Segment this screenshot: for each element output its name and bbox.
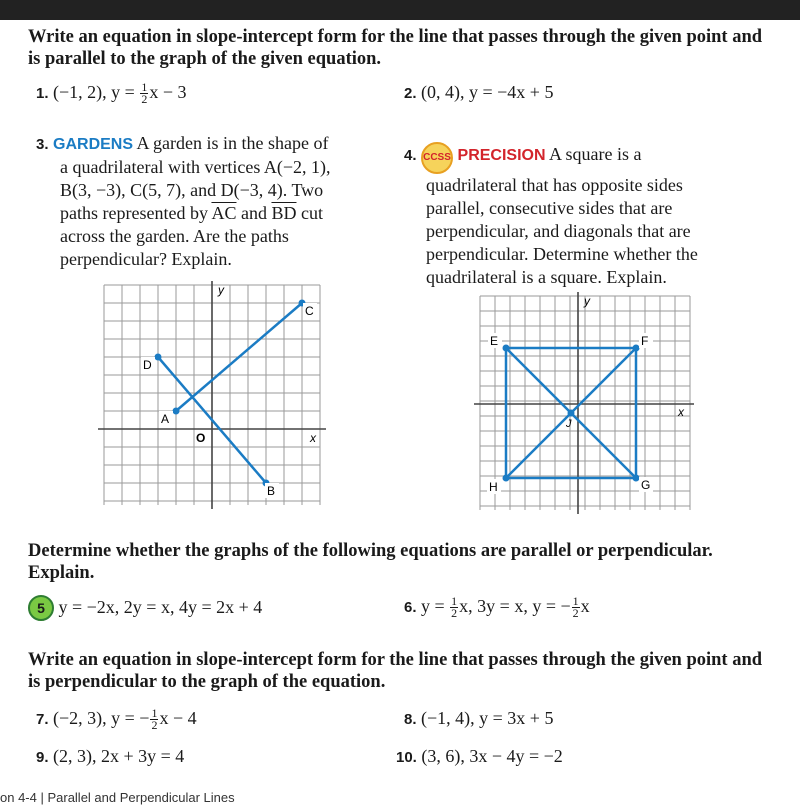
problem-text: perpendicular, and diagonals that are <box>426 221 691 241</box>
problem-text: x − 3 <box>149 82 187 102</box>
problem-number: 10. <box>396 749 417 766</box>
label-h: H <box>489 480 498 494</box>
point-j <box>568 410 575 417</box>
problem-number: 1. <box>36 85 49 102</box>
point-e <box>503 345 510 352</box>
label-d: D <box>143 358 152 372</box>
problem-tag: PRECISION <box>457 147 546 164</box>
problem-text: x − 4 <box>159 708 197 728</box>
label-j: J <box>566 418 572 430</box>
label-e: E <box>490 334 499 348</box>
problem-text: (2, 3), 2x + 3y = 4 <box>53 746 185 766</box>
top-bar <box>0 0 800 20</box>
problem-text: parallel, consecutive sides that are <box>426 198 673 218</box>
origin-label: O <box>196 431 206 445</box>
graph-square <box>474 292 694 514</box>
label-a: A <box>161 412 170 426</box>
problem-number: 8. <box>404 711 417 728</box>
problem-text: (0, 4), y = −4x + 5 <box>421 82 554 102</box>
segment-bd: $\overline{BD}$ <box>271 203 297 223</box>
y-axis-label: y <box>584 294 590 308</box>
problem-text: (−2, 3), y = − <box>53 708 150 728</box>
problem-number-highlight: 5 <box>28 595 54 621</box>
instruction-determine: Determine whether the graphs of the following equations are parallel or perpendicular. Explain. <box>28 541 713 583</box>
problem-text: a quadrilateral with vertices A(−2, 1), <box>60 157 331 177</box>
fraction: $\frac{1}{2}$ <box>141 80 148 107</box>
problem-text: (−1, 2), y = <box>53 82 140 102</box>
problem-2 <box>404 82 553 103</box>
graph-garden <box>96 281 328 509</box>
y-axis-label: y <box>218 283 224 297</box>
instruction-perpendicular: Write an equation in slope-intercept form for the line that passes through the given point and is perpendicular to the graph of the equation. <box>28 650 763 692</box>
problem-number: 3. <box>36 136 49 153</box>
problem-text: y = −2x, 2y = x, 4y = 2x + 4 <box>58 597 263 617</box>
problem-text: A square is a <box>549 144 642 164</box>
problem-number: 4. <box>404 147 417 164</box>
problem-number: 6. <box>404 599 417 616</box>
x-axis-label: x <box>678 405 684 419</box>
problem-6 <box>404 596 590 619</box>
instruction-parallel: Write an equation in slope-intercept form for the line that passes through the given point and is parallel to the graph of the given equation. <box>28 27 763 69</box>
problem-7 <box>36 708 197 731</box>
problem-text: across the garden. Are the paths <box>60 226 289 246</box>
axes <box>98 281 326 509</box>
point-g <box>633 475 640 482</box>
problem-number: 2. <box>404 85 417 102</box>
point-d <box>155 354 162 361</box>
problem-3 <box>36 132 386 271</box>
problem-5 <box>28 595 262 621</box>
problem-text: quadrilateral that has opposite sides <box>426 175 683 195</box>
point-a <box>173 408 180 415</box>
fraction: $\frac{1}{2}$ <box>572 594 579 621</box>
segment-ac: $\overline{AC}$ <box>211 203 237 223</box>
problem-8 <box>404 708 553 729</box>
problem-text: (−1, 4), y = 3x + 5 <box>421 708 554 728</box>
problem-text: x, 3y = x, y = − <box>459 596 571 616</box>
label-f: F <box>641 334 649 348</box>
fraction: $\frac{1}{2}$ <box>151 706 158 733</box>
label-b: B <box>267 484 276 498</box>
problem-text: x <box>580 596 590 616</box>
problem-text: perpendicular. Determine whether the <box>426 244 698 264</box>
problem-text: A garden is in the shape of <box>136 133 329 153</box>
problem-number: 7. <box>36 711 49 728</box>
label-c: C <box>305 304 314 318</box>
label-g: G <box>641 478 651 492</box>
page-footer: on 4-4 | Parallel and Perpendicular Lines <box>0 790 235 805</box>
problem-10 <box>396 746 563 767</box>
x-axis-label: x <box>310 431 316 445</box>
problem-text: y = <box>421 596 450 616</box>
problem-tag: GARDENS <box>53 136 134 153</box>
problem-number: 9. <box>36 749 49 766</box>
point-f <box>633 345 640 352</box>
point-h <box>503 475 510 482</box>
problem-text: quadrilateral is a square. Explain. <box>426 267 667 287</box>
problem-9 <box>36 746 184 767</box>
ccss-badge-icon: CCSS <box>421 142 453 174</box>
fraction: $\frac{1}{2}$ <box>451 594 458 621</box>
problem-1 <box>36 82 186 105</box>
problem-text: B(3, −3), C(5, 7), and D(−3, 4). Two <box>60 180 324 200</box>
problem-text: (3, 6), 3x − 4y = −2 <box>421 746 563 766</box>
problem-4 <box>404 142 774 289</box>
problem-text: paths represented by $\overline{AC}$ and $\overline{BD}$ cut <box>60 203 323 223</box>
problem-text: perpendicular? Explain. <box>60 249 232 269</box>
